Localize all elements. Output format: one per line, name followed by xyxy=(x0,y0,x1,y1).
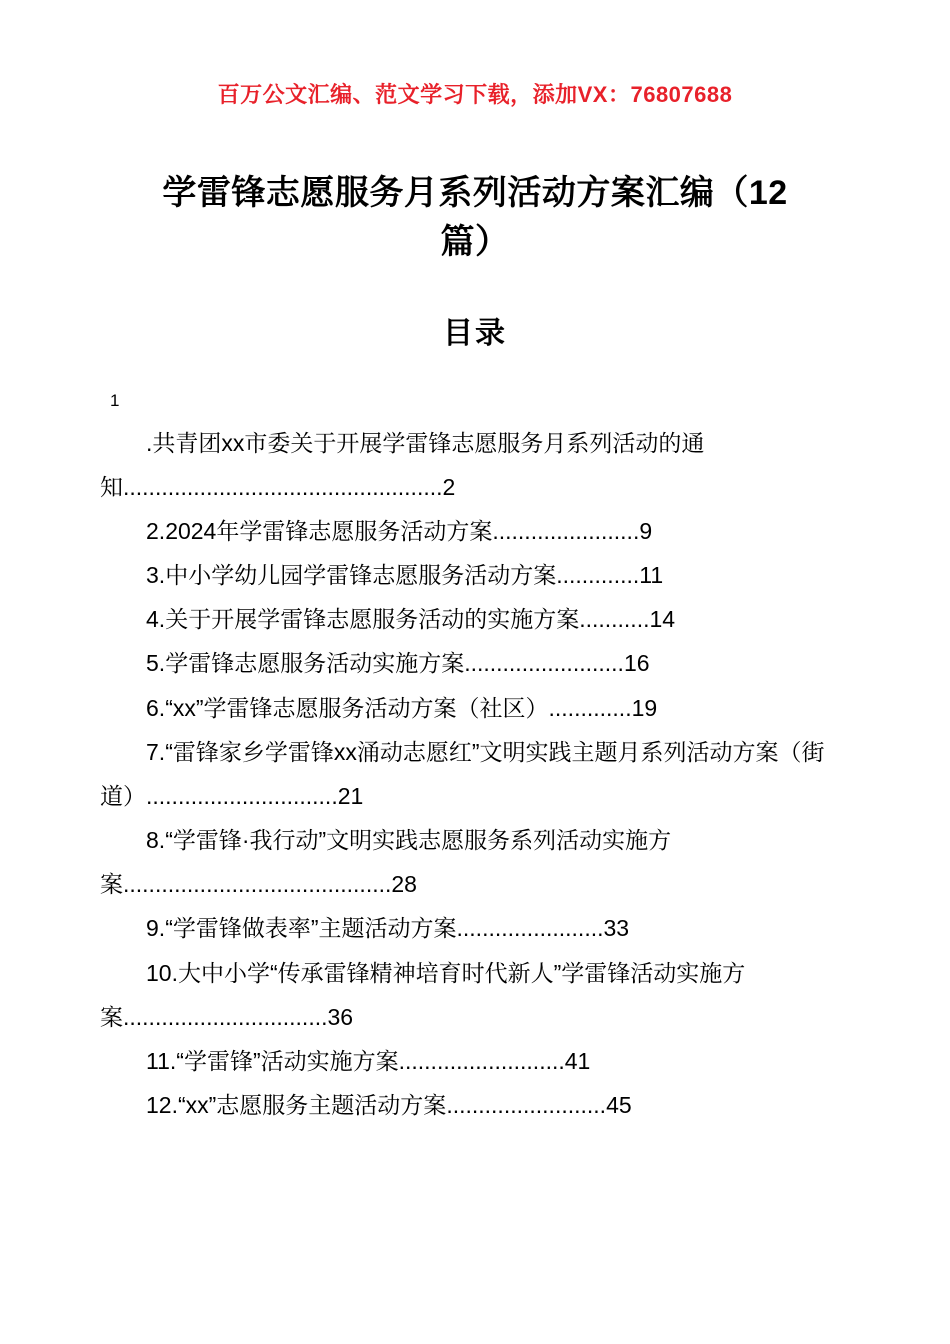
toc-entry-page: 2 xyxy=(442,473,456,500)
toc-entry-dots: ................................ xyxy=(123,1003,328,1030)
toc-entry-title: .共青团xx市委关于开展学雷锋志愿服务月系列活动的通知 xyxy=(100,429,705,500)
toc-entry[interactable] xyxy=(100,553,850,597)
toc-entry-dots: ....................... xyxy=(492,517,640,544)
toc-entry-page: 45 xyxy=(606,1091,632,1118)
toc-entry-title: 大中小学“传承雷锋精神培育时代新人”学雷锋活动实施方案 xyxy=(100,959,746,1030)
document-title: 学雷锋志愿服务月系列活动方案汇编（12篇） xyxy=(162,174,788,262)
toc-entry-dots: .......................... xyxy=(398,1047,565,1074)
toc-entry-title: 关于开展学雷锋志愿服务活动的实施方案 xyxy=(165,606,580,633)
toc-entry-dots: ......................... xyxy=(464,650,624,677)
toc-entry[interactable] xyxy=(100,951,850,1039)
toc-entry-number: 7. xyxy=(146,738,166,765)
toc-entry-dots: .............................. xyxy=(146,782,338,809)
toc-entry[interactable] xyxy=(100,1039,850,1083)
toc-entry-title: “xx”学雷锋志愿服务活动方案（社区） xyxy=(165,694,549,721)
toc-entry-number: 11. xyxy=(146,1047,177,1074)
table-of-contents xyxy=(100,376,850,1127)
toc-entry[interactable] xyxy=(100,818,850,906)
toc-entry[interactable] xyxy=(100,906,850,950)
toc-entry-number: 2. xyxy=(146,517,166,544)
toc-entry-dots: .................................................. xyxy=(123,473,443,500)
toc-entry[interactable] xyxy=(100,509,850,553)
toc-entry[interactable] xyxy=(100,597,850,641)
toc-entry-dots: .......................................... xyxy=(123,871,392,898)
toc-entry-number: 9. xyxy=(146,915,166,942)
toc-entry-dots: ......................... xyxy=(446,1091,607,1118)
toc-entry-page: 36 xyxy=(327,1003,354,1030)
toc-entry-title: “雷锋家乡学雷锋xx涌动志愿红”文明实践主题月系列活动方案（街道） xyxy=(100,738,825,809)
toc-entry-dots: ............. xyxy=(548,694,632,721)
toc-entry-dots: ............. xyxy=(556,562,640,589)
toc-heading: 目录 xyxy=(443,316,507,350)
toc-entry-number: 10. xyxy=(146,959,178,986)
toc-entry-number: 4. xyxy=(146,606,166,633)
toc-entry[interactable] xyxy=(100,730,850,818)
toc-entry-page: 11 xyxy=(639,562,664,589)
toc-entry[interactable] xyxy=(100,686,850,730)
toc-entry-dots: ....................... xyxy=(456,915,604,942)
toc-entry[interactable] xyxy=(100,641,850,685)
toc-entry[interactable] xyxy=(100,376,850,508)
toc-entry-page: 41 xyxy=(564,1047,591,1074)
toc-entry-title: 2024年学雷锋志愿服务活动方案 xyxy=(165,517,493,544)
toc-entry-number: 12. xyxy=(146,1091,178,1118)
toc-entry-page: 21 xyxy=(337,782,364,809)
toc-entry-number: 6. xyxy=(146,694,166,721)
toc-entry-title: “学雷锋·我行动”文明实践志愿服务系列活动实施方案 xyxy=(100,827,672,898)
toc-entry-title: “xx”志愿服务主题活动方案 xyxy=(177,1091,447,1118)
toc-entry-page: 14 xyxy=(649,606,676,633)
toc-entry-number: 1 xyxy=(110,391,120,411)
toc-entry-page: 28 xyxy=(391,871,417,898)
toc-entry[interactable] xyxy=(100,1083,850,1127)
toc-entry-page: 9 xyxy=(639,517,653,544)
toc-entry-title: “学雷锋做表率”主题活动方案 xyxy=(165,915,457,942)
toc-entry-title: 中小学幼儿园学雷锋志愿服务活动方案 xyxy=(165,562,557,589)
toc-entry-title: “学雷锋”活动实施方案 xyxy=(176,1047,399,1074)
toc-entry-number: 5. xyxy=(146,650,166,677)
toc-entry-number: 8. xyxy=(146,827,166,854)
toc-entry-title: 学雷锋志愿服务活动实施方案 xyxy=(165,650,465,677)
toc-entry-number: 3. xyxy=(146,562,166,589)
promo-banner: 百万公文汇编、范文学习下载，添加VX：76807688 xyxy=(217,82,733,107)
toc-entry-page: 16 xyxy=(623,650,650,677)
toc-entry-dots: ........... xyxy=(579,606,650,633)
toc-entry-page: 33 xyxy=(603,915,630,942)
toc-entry-page: 19 xyxy=(631,694,658,721)
